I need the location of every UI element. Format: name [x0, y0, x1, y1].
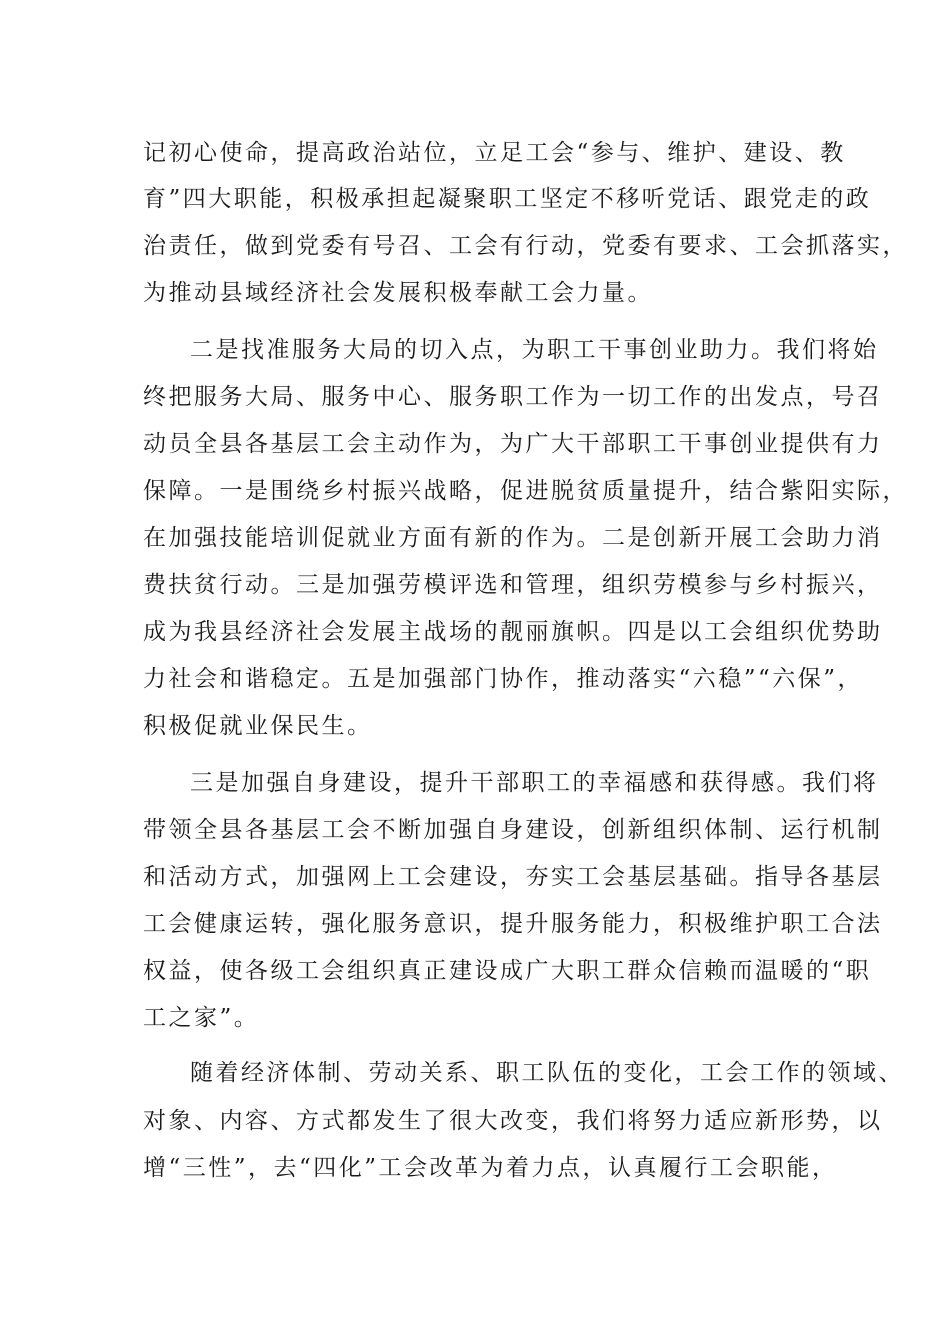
paragraph-first-line: 三是加强自身建设，提升干部职工的幸福感和获得感。我们将: [190, 770, 879, 796]
paragraph-first-line: 二是找准服务大局的切入点，为职工干事创业助力。我们将始: [190, 337, 879, 363]
text-line: 权益，使各级工会组织真正建设成广大职工群众信赖而温暖的“职: [143, 958, 872, 984]
text-line: 终把服务大局、服务中心、服务职工作为一切工作的出发点，号召: [143, 384, 883, 410]
text-line: 工会健康运转，强化服务意识，提升服务能力，积极维护职工合法: [143, 911, 883, 937]
text-line: 育”四大职能，积极承担起凝聚职工坚定不移听党话、跟党走的政: [143, 186, 872, 212]
text-line: 带领全县各基层工会不断加强自身建设，创新组织体制、运行机制: [143, 817, 883, 843]
text-line: 在加强技能培训促就业方面有新的作为。二是创新开展工会助力消: [143, 525, 883, 551]
text-line: 费扶贫行动。三是加强劳模评选和管理，组织劳模参与乡村振兴，: [143, 572, 883, 598]
paragraph-first-line: 随着经济体制、劳动关系、职工队伍的变化，工会工作的领域、: [190, 1060, 904, 1086]
text-line: 工之家”。: [143, 1005, 260, 1031]
text-line: 保障。一是围绕乡村振兴战略，促进脱贫质量提升，结合紫阳实际，: [143, 478, 908, 504]
text-line: 动员全县各基层工会主动作为，为广大干部职工干事创业提供有力: [143, 431, 883, 457]
text-line: 治责任，做到党委有号召、工会有行动，党委有要求、工会抓落实，: [143, 233, 908, 259]
text-line: 增“三性”，去“四化”工会改革为着力点，认真履行工会职能，: [143, 1155, 838, 1181]
text-line: 记初心使命，提高政治站位，立足工会“参与、维护、建设、教: [143, 140, 846, 166]
text-line: 对象、内容、方式都发生了很大改变，我们将努力适应新形势，以: [143, 1108, 883, 1134]
text-line: 和活动方式，加强网上工会建设，夯实工会基层基础。指导各基层: [143, 864, 883, 890]
text-line: 积极促就业保民生。: [143, 713, 373, 739]
text-line: 成为我县经济社会发展主战场的靓丽旗帜。四是以工会组织优势助: [143, 619, 883, 645]
text-line: 为推动县域经济社会发展积极奉献工会力量。: [143, 280, 653, 306]
text-line: 力社会和谐稳定。五是加强部门协作，推动落实“六稳”“六保”，: [143, 666, 864, 692]
